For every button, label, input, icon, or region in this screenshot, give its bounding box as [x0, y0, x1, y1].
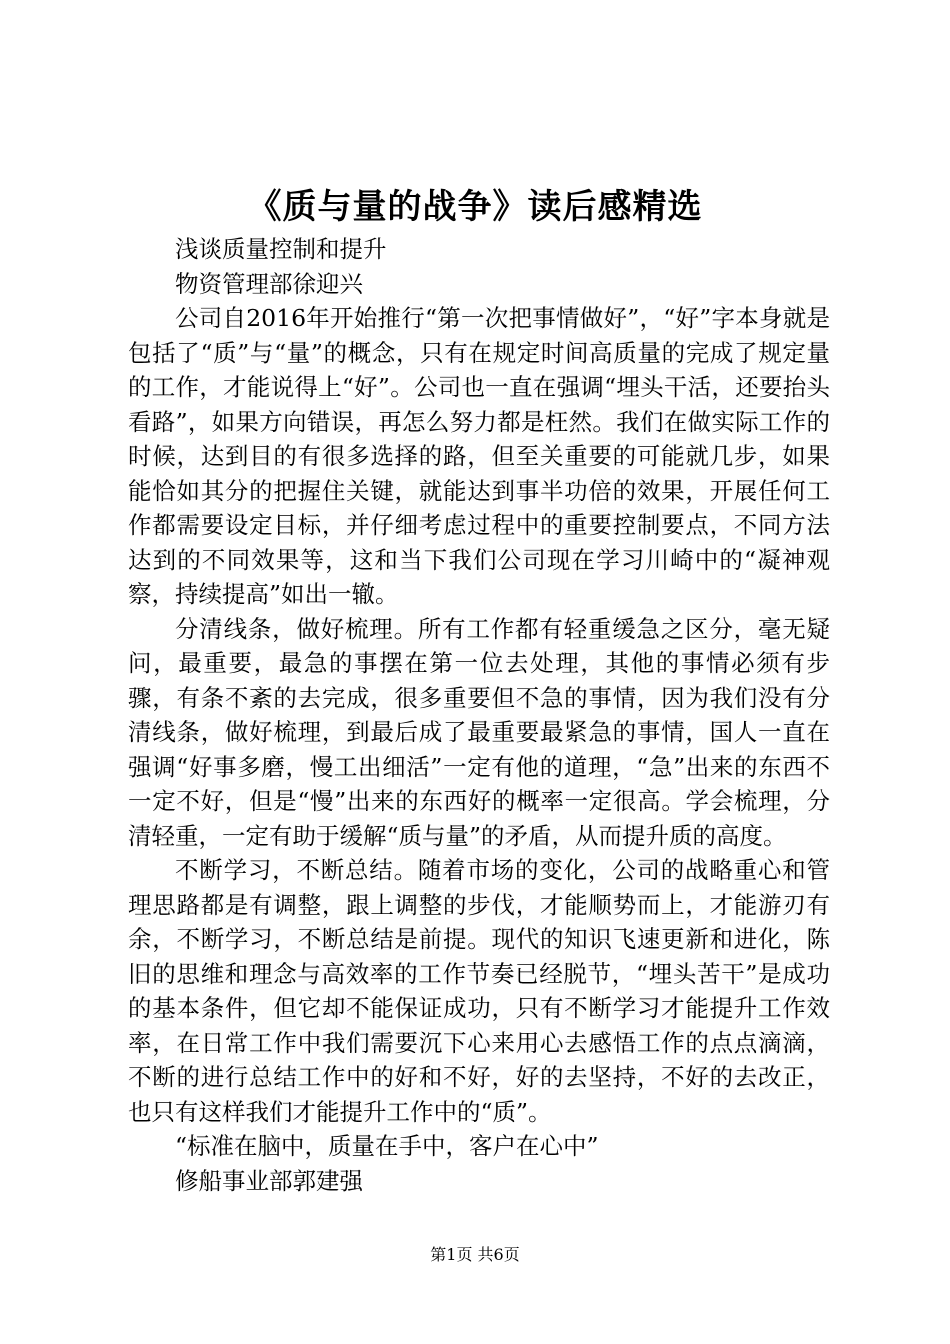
subtitle: 浅谈质量控制和提升 — [175, 235, 387, 263]
body-paragraph: 不断学习，不断总结。随着市场的变化，公司的战略重心和管理思路都是有调整，跟上调整的步伐，才能顺势而上，才能游刃有余，不断学习，不断总结是前提。现代的知识飞速更新和进化，陈旧的思维和理念与高效率的工作节奏已经脱节，“埋头苦干”是成功的基本条件，但它却不能保证成功，只有不断学习才能提升工作效率，在日常工作中我们需要沉下心来用心去感悟工作的点点滴滴，不断的进行总结工作中的好和不好，好的去坚持，不好的去改正，也只有这样我们才能提升工作中的“质”。 — [128, 856, 830, 1126]
author-line: 物资管理部徐迎兴 — [175, 269, 363, 298]
document-title: 《质与量的战争》读后感精选 — [247, 187, 703, 227]
page-footer: 第1页 共6页 — [430, 1245, 520, 1264]
body-paragraph: 公司自2016年开始推行“第一次把事情做好”，“好”字本身就是包括了“质”与“量”的概念，只有在规定时间高质量的完成了规定量的工作，才能说得上“好”。公司也一直在强调“埋头干活，还要抬头看路”，如果方向错误，再怎么努力都是枉然。我们在做实际工作的时候，达到目的有很多选择的路，但至关重要的可能就几步，如果能恰如其分的把握住关键，就能达到事半功倍的效果，开展任何工作都需要设定目标，并仔细考虑过程中的重要控制要点，不同方法达到的不同效果等，这和当下我们公司现在学习川崎中的“凝神观察，持续提高”如出一辙。 — [128, 304, 830, 608]
section-heading: “标准在脑中，质量在手中，客户在心中” — [175, 1132, 599, 1160]
author-line: 修船事业部郭建强 — [175, 1166, 363, 1195]
document-body — [128, 232, 830, 1198]
body-paragraph: 分清线条，做好梳理。所有工作都有轻重缓急之区分，毫无疑问，最重要，最急的事摆在第一位去处理，其他的事情必须有步骤，有条不紊的去完成，很多重要但不急的事情，因为我们没有分清线条，做好梳理，到最后成了最重要最紧急的事情，国人一直在强调“好事多磨，慢工出细活”一定有他的道理，“急”出来的东西不一定不好，但是“慢”出来的东西好的概率一定很高。学会梳理，分清轻重，一定有助于缓解“质与量”的矛盾，从而提升质的高度。 — [128, 614, 830, 850]
